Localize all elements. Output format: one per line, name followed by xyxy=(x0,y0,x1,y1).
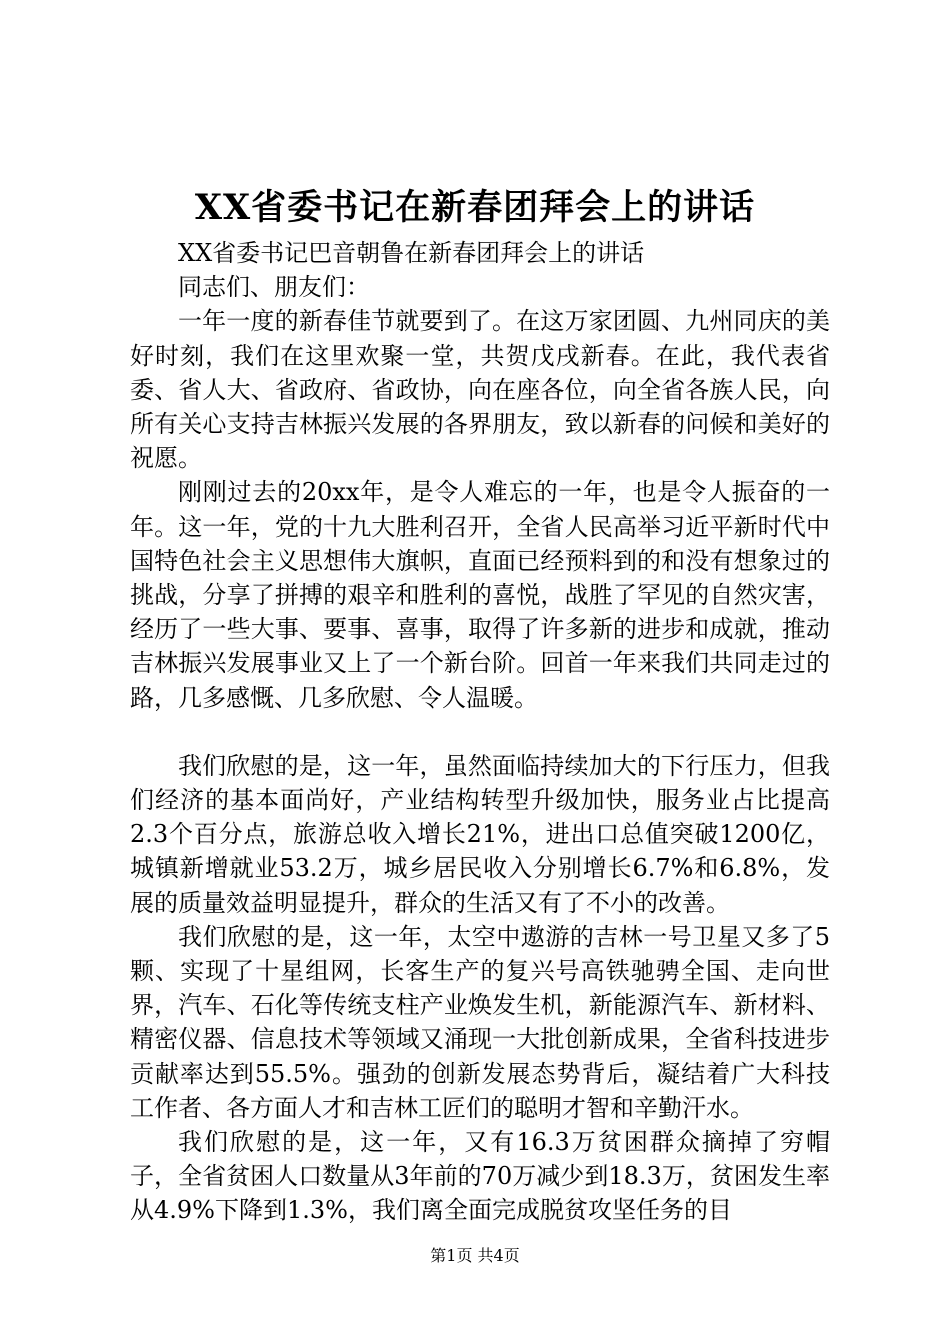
body-paragraph: 一年一度的新春佳节就要到了。在这万家团圆、九州同庆的美好时刻，我们在这里欢聚一堂，共贺戊戌新春。在此，我代表省委、省人大、省政府、省政协，向在座各位，向全省各族人民，向所有关心支持吉林振兴发展的各界朋友，致以新春的问候和美好的祝愿。 xyxy=(130,307,830,473)
document-title: XX省委书记在新春团拜会上的讲话 xyxy=(194,187,756,228)
document-body xyxy=(130,236,830,1228)
salutation: 同志们、朋友们： xyxy=(178,273,370,302)
body-paragraph: 刚刚过去的20xx年，是令人难忘的一年，也是令人振奋的一年。这一年，党的十九大胜利召开，全省人民高举习近平新时代中国特色社会主义思想伟大旗帜，直面已经预料到的和没有想象过的挑战，分享了拼搏的艰辛和胜利的喜悦，战胜了罕见的自然灾害，经历了一些大事、要事、喜事，取得了许多新的进步和成就，推动吉林振兴发展事业又上了一个新台阶。回首一年来我们共同走过的路，几多感慨、几多欣慰、令人温暖。 xyxy=(130,478,830,712)
speech-heading: XX省委书记巴音朝鲁在新春团拜会上的讲话 xyxy=(178,239,645,267)
body-paragraph: 我们欣慰的是，这一年，又有16.3万贫困群众摘掉了穷帽子，全省贫困人口数量从3年前的70万减少到18.3万，贫困发生率从4.9%下降到1.3%，我们离全面完成脱贫攻坚任务的目 xyxy=(130,1128,830,1225)
body-paragraph: 我们欣慰的是，这一年，太空中遨游的吉林一号卫星又多了5颗、实现了十星组网，长客生产的复兴号高铁驰骋全国、走向世界，汽车、石化等传统支柱产业焕发生机，新能源汽车、新材料、精密仪器、信息技术等领域又涌现一大批创新成果，全省科技进步贡献率达到55.5%。强劲的创新发展态势背后，凝结着广大科技工作者、各方面人才和吉林工匠们的聪明才智和辛勤汗水。 xyxy=(130,922,830,1122)
body-paragraph: 我们欣慰的是，这一年，虽然面临持续加大的下行压力，但我们经济的基本面尚好，产业结构转型升级加快，服务业占比提高2.3个百分点，旅游总收入增长21%，进出口总值突破1200亿，城镇新增就业53.2万，城乡居民收入分别增长6.7%和6.8%，发展的质量效益明显提升，群众的生活又有了不小的改善。 xyxy=(130,751,830,917)
page-number: 第1页 共4页 xyxy=(430,1246,520,1265)
